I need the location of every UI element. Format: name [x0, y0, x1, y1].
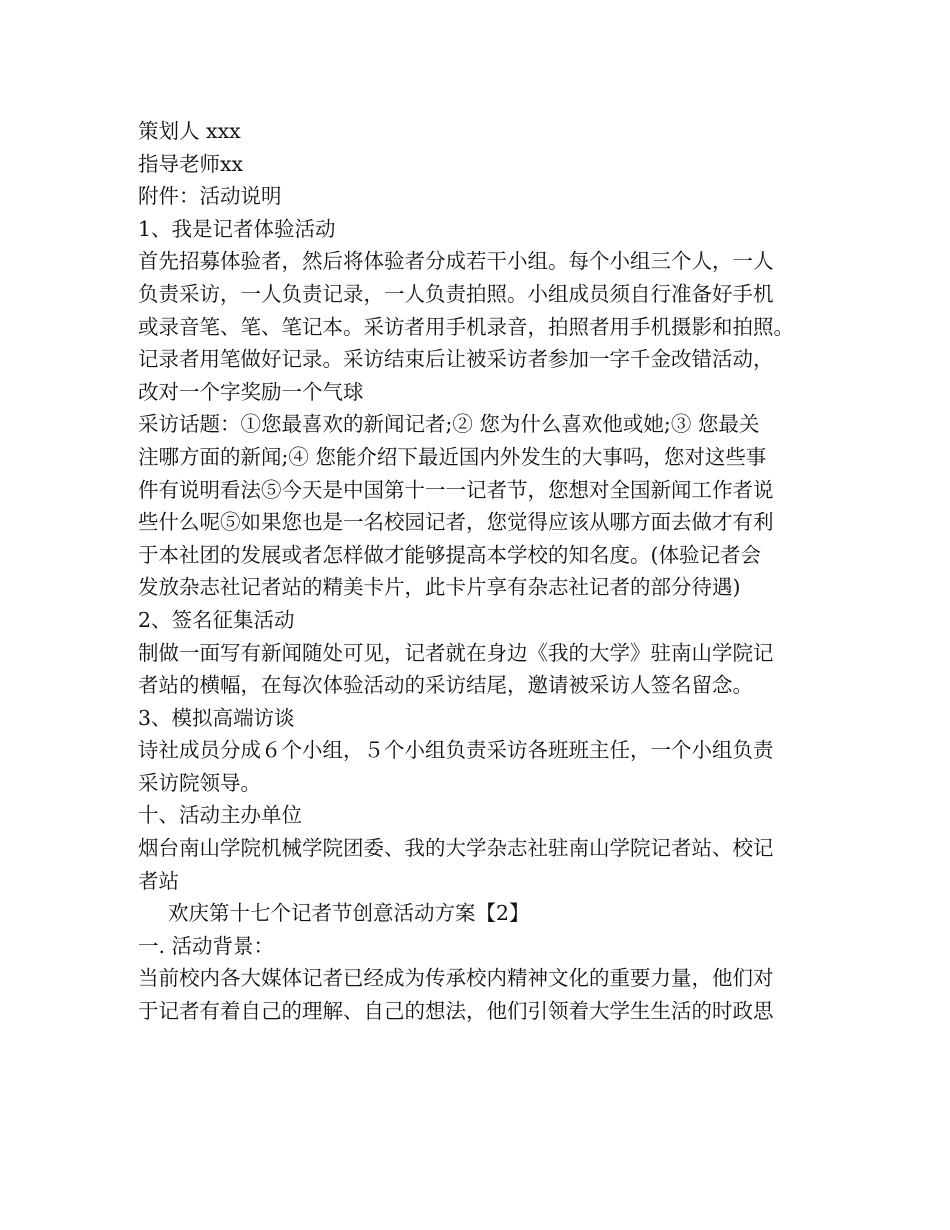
paragraph-line: 采访话题：①您最喜欢的新闻记者;② 您为什么喜欢他或她;③ 您最关	[138, 412, 760, 437]
advisor-line: 指导老师xx	[138, 151, 244, 176]
paragraph-line: 注哪方面的新闻;④ 您能介绍下最近国内外发生的大事吗，您对这些事	[138, 444, 767, 469]
section-heading-2: 2、签名征集活动	[138, 607, 295, 632]
paragraph-line: 诗社成员分成６个小组，５个小组负责采访各班班主任，一个小组负责	[138, 738, 774, 763]
paragraph-line: 记录者用笔做好记录。采访结束后让被采访者参加一字千金改错活动，	[138, 347, 774, 372]
paragraph-line: 者站的横幅，在每次体验活动的采访结尾，邀请被采访人签名留念。	[138, 673, 753, 698]
paragraph-line: 于记者有着自己的理解、自己的想法，他们引领着大学生生活的时政思	[138, 999, 774, 1024]
attachment-heading: 附件：活动说明	[138, 184, 282, 209]
section-heading-1: 1、我是记者体验活动	[138, 216, 336, 241]
paragraph-line: 于本社团的发展或者怎样做才能够提高本学校的知名度。(体验记者会	[138, 542, 761, 567]
paragraph-line: 制做一面写有新闻随处可见，记者就在身边《我的大学》驻南山学院记	[138, 640, 774, 665]
paragraph-line: 当前校内各大媒体记者已经成为传承校内精神文化的重要力量，他们对	[138, 966, 774, 991]
paragraph-line: 发放杂志社记者站的精美卡片，此卡片享有杂志社记者的部分待遇)	[138, 575, 741, 600]
document-subtitle: 欢庆第十七个记者节创意活动方案【2】	[168, 901, 530, 926]
paragraph-line: 或录音笔、笔、笔记本。采访者用手机录音，拍照者用手机摄影和拍照。	[138, 314, 794, 339]
section-heading-10: 十、活动主办单位	[138, 803, 302, 828]
paragraph-line: 些什么呢⑤如果您也是一名校园记者，您觉得应该从哪方面去做才有利	[138, 510, 774, 535]
document-body	[138, 115, 828, 1028]
paragraph-line: 负责采访，一人负责记录，一人负责拍照。小组成员须自行准备好手机	[138, 281, 774, 306]
planner-line: 策划人 xxx	[138, 119, 241, 143]
paragraph-line: 采访院领导。	[138, 770, 261, 795]
paragraph-line: 首先招募体验者，然后将体验者分成若干小组。每个小组三个人，一人	[138, 249, 774, 274]
paragraph-line: 烟台南山学院机械学院团委、我的大学杂志社驻南山学院记者站、校记	[138, 836, 774, 861]
section-heading-background: 一. 活动背景：	[138, 933, 275, 958]
paragraph-line: 件有说明看法⑤今天是中国第十一一记者节，您想对全国新闻工作者说	[138, 477, 774, 502]
section-heading-3: 3、模拟高端访谈	[138, 705, 295, 730]
paragraph-line: 者站	[138, 868, 179, 893]
paragraph-line: 改对一个字奖励一个气球	[138, 379, 364, 404]
